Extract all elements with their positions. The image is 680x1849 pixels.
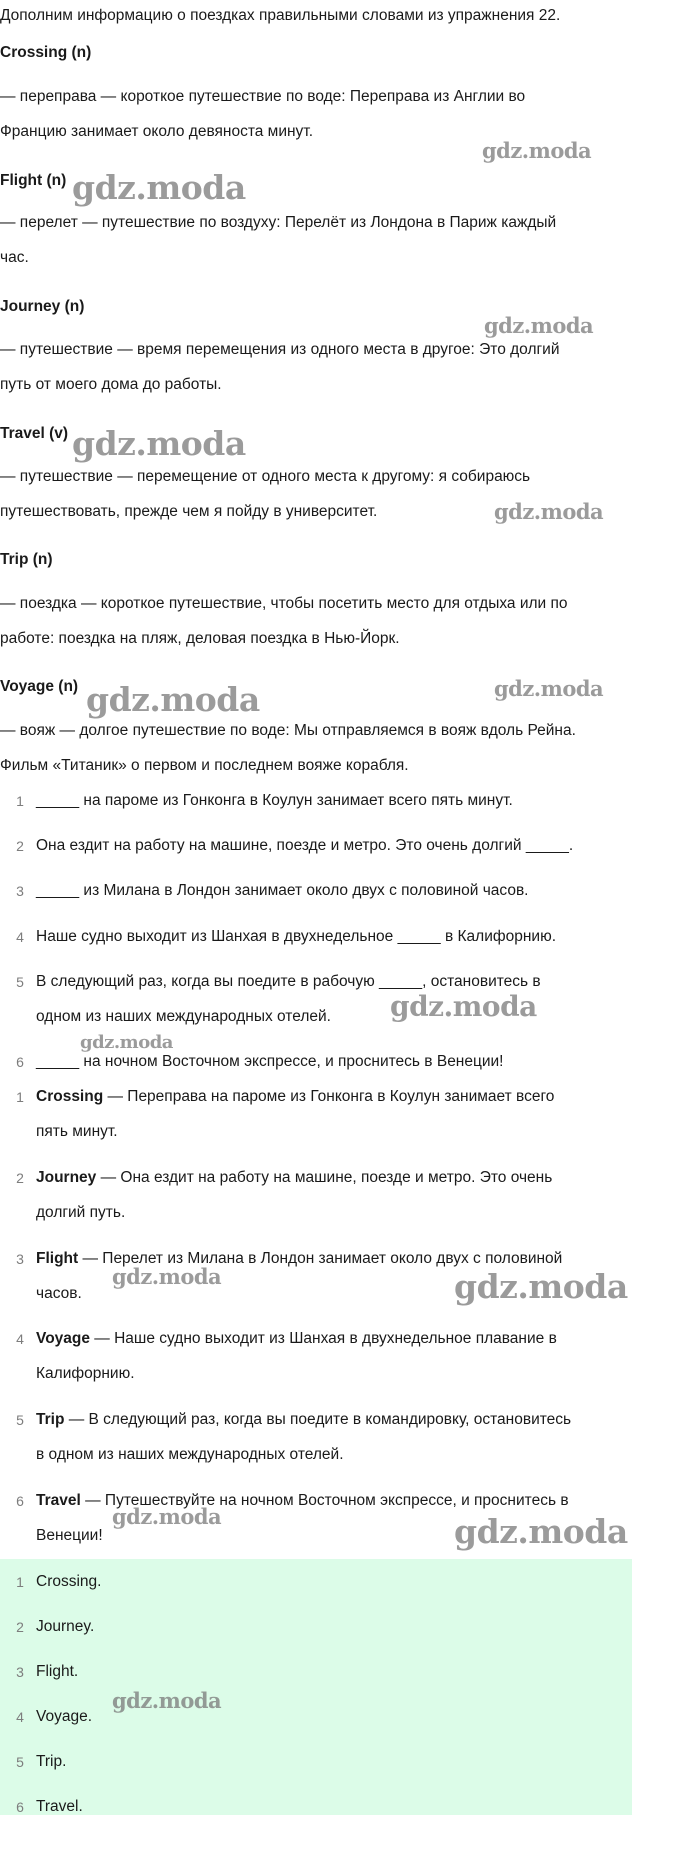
short-answer-number: 6 xyxy=(16,1799,24,1815)
answer-item xyxy=(36,1409,571,1431)
intro-text: Дополним информацию о поездках правильными словами из упражнения 22. xyxy=(0,7,561,24)
watermark: gdz.moda xyxy=(80,1032,173,1053)
definition-line: путешествовать, прежде чем я пойду в университет. xyxy=(0,503,378,520)
exercise-item: _____ из Милана в Лондон занимает около двух с половиной часов. xyxy=(36,882,529,899)
answer-item: часов. xyxy=(36,1285,82,1302)
answer-number: 1 xyxy=(16,1089,24,1105)
answer-text: — Перелет из Милана в Лондон занимает около двух с половиной xyxy=(78,1250,563,1267)
definition-line: — вояж — долгое путешествие по воде: Мы отправляемся в вояж вдоль Рейна. xyxy=(0,722,576,739)
watermark: gdz.moda xyxy=(484,313,594,338)
answer-word: Crossing xyxy=(36,1088,104,1105)
short-answer-item: Voyage. xyxy=(36,1708,93,1725)
watermark: gdz.moda xyxy=(86,680,260,719)
short-answer-number: 5 xyxy=(16,1754,24,1770)
watermark: gdz.moda xyxy=(112,1688,222,1713)
watermark: gdz.moda xyxy=(72,168,246,207)
answer-number: 4 xyxy=(16,1331,24,1347)
answer-text: — Она ездит на работу на машине, поезде и метро. Это очень xyxy=(96,1169,553,1186)
answer-number: 2 xyxy=(16,1170,24,1186)
answer-word: Travel xyxy=(36,1492,81,1509)
short-answer-number: 3 xyxy=(16,1664,24,1680)
answer-item: Калифорнию. xyxy=(36,1365,135,1382)
exercise-item: Она ездит на работу на машине, поезде и метро. Это очень долгий _____. xyxy=(36,837,574,854)
exercise-item: Наше судно выходит из Шанхая в двухнедельное _____ в Калифорнию. xyxy=(36,928,557,945)
exercise-number: 4 xyxy=(16,929,24,945)
answer-item: долгий путь. xyxy=(36,1204,126,1221)
exercise-number: 5 xyxy=(16,974,24,990)
exercise-number: 6 xyxy=(16,1054,24,1070)
answer-word: Voyage xyxy=(36,1330,90,1347)
watermark: gdz.moda xyxy=(390,990,537,1023)
answer-item xyxy=(36,1167,552,1189)
short-answer-item: Journey. xyxy=(36,1618,95,1635)
definition-term: Journey (n) xyxy=(0,298,85,315)
definition-line: работе: поездка на пляж, деловая поездка в Нью-Йорк. xyxy=(0,630,400,647)
answer-item: в одном из наших международных отелей. xyxy=(36,1446,344,1463)
watermark: gdz.moda xyxy=(454,1267,628,1306)
answer-number: 3 xyxy=(16,1251,24,1267)
definition-line: путь от моего дома до работы. xyxy=(0,376,222,393)
exercise-number: 1 xyxy=(16,793,24,809)
definition-term: Trip (n) xyxy=(0,551,53,568)
answer-text: — В следующий раз, когда вы поедите в командировку, остановитесь xyxy=(64,1411,572,1428)
definition-term: Voyage (n) xyxy=(0,678,79,695)
answer-text: — Путешествуйте на ночном Восточном экспрессе, и проснитесь в xyxy=(80,1492,569,1509)
definition-term: Travel (v) xyxy=(0,425,69,442)
definition-term: Flight (n) xyxy=(0,172,67,189)
watermark: gdz.moda xyxy=(494,676,604,701)
definition-line: час. xyxy=(0,249,29,266)
watermark: gdz.moda xyxy=(454,1512,628,1551)
short-answer-number: 1 xyxy=(16,1574,24,1590)
answer-box xyxy=(0,1559,632,1815)
answer-word: Journey xyxy=(36,1169,97,1186)
definition-line: — поездка — короткое путешествие, чтобы посетить место для отдыха или по xyxy=(0,595,568,612)
definition-term: Crossing (n) xyxy=(0,44,92,61)
exercise-number: 3 xyxy=(16,883,24,899)
short-answer-item: Flight. xyxy=(36,1663,79,1680)
exercise-item: _____ на ночном Восточном экспрессе, и проснитесь в Венеции! xyxy=(36,1053,504,1070)
short-answer-item: Trip. xyxy=(36,1753,67,1770)
definition-line: — путешествие — время перемещения из одного места в другое: Это долгий xyxy=(0,341,560,358)
answer-item: Венеции! xyxy=(36,1527,103,1544)
watermark: gdz.moda xyxy=(494,499,604,524)
exercise-item: одном из наших международных отелей. xyxy=(36,1008,331,1025)
exercise-number: 2 xyxy=(16,838,24,854)
definition-line: Фильм «Титаник» о первом и последнем вояже корабля. xyxy=(0,757,409,774)
answer-text: — Наше судно выходит из Шанхая в двухнедельное плавание в xyxy=(90,1330,557,1347)
answer-word: Trip xyxy=(36,1411,65,1428)
short-answer-number: 4 xyxy=(16,1709,24,1725)
definition-line: — переправа — короткое путешествие по воде: Переправа из Англии во xyxy=(0,88,526,105)
definition-line: — путешествие — перемещение от одного места к другому: я собираюсь xyxy=(0,468,531,485)
short-answer-item: Crossing. xyxy=(36,1573,102,1590)
answer-text: — Переправа на пароме из Гонконга в Коулун занимает всего xyxy=(103,1088,555,1105)
answer-item xyxy=(36,1086,554,1108)
answer-number: 5 xyxy=(16,1412,24,1428)
watermark: gdz.moda xyxy=(72,424,246,463)
watermark: gdz.moda xyxy=(112,1264,222,1289)
exercise-item: В следующий раз, когда вы поедите в рабочую _____, остановитесь в xyxy=(36,973,541,990)
exercise-item: _____ на пароме из Гонконга в Коулун занимает всего пять минут. xyxy=(36,792,513,809)
answer-word: Flight xyxy=(36,1250,79,1267)
answer-item: пять минут. xyxy=(36,1123,118,1140)
short-answer-number: 2 xyxy=(16,1619,24,1635)
answer-number: 6 xyxy=(16,1493,24,1509)
short-answer-item: Travel. xyxy=(36,1798,83,1815)
definition-line: — перелет — путешествие по воздуху: Перелёт из Лондона в Париж каждый xyxy=(0,214,557,231)
answer-item xyxy=(36,1328,557,1350)
watermark: gdz.moda xyxy=(112,1504,222,1529)
watermark: gdz.moda xyxy=(482,138,592,163)
definition-line: Францию занимает около девяноста минут. xyxy=(0,123,313,140)
